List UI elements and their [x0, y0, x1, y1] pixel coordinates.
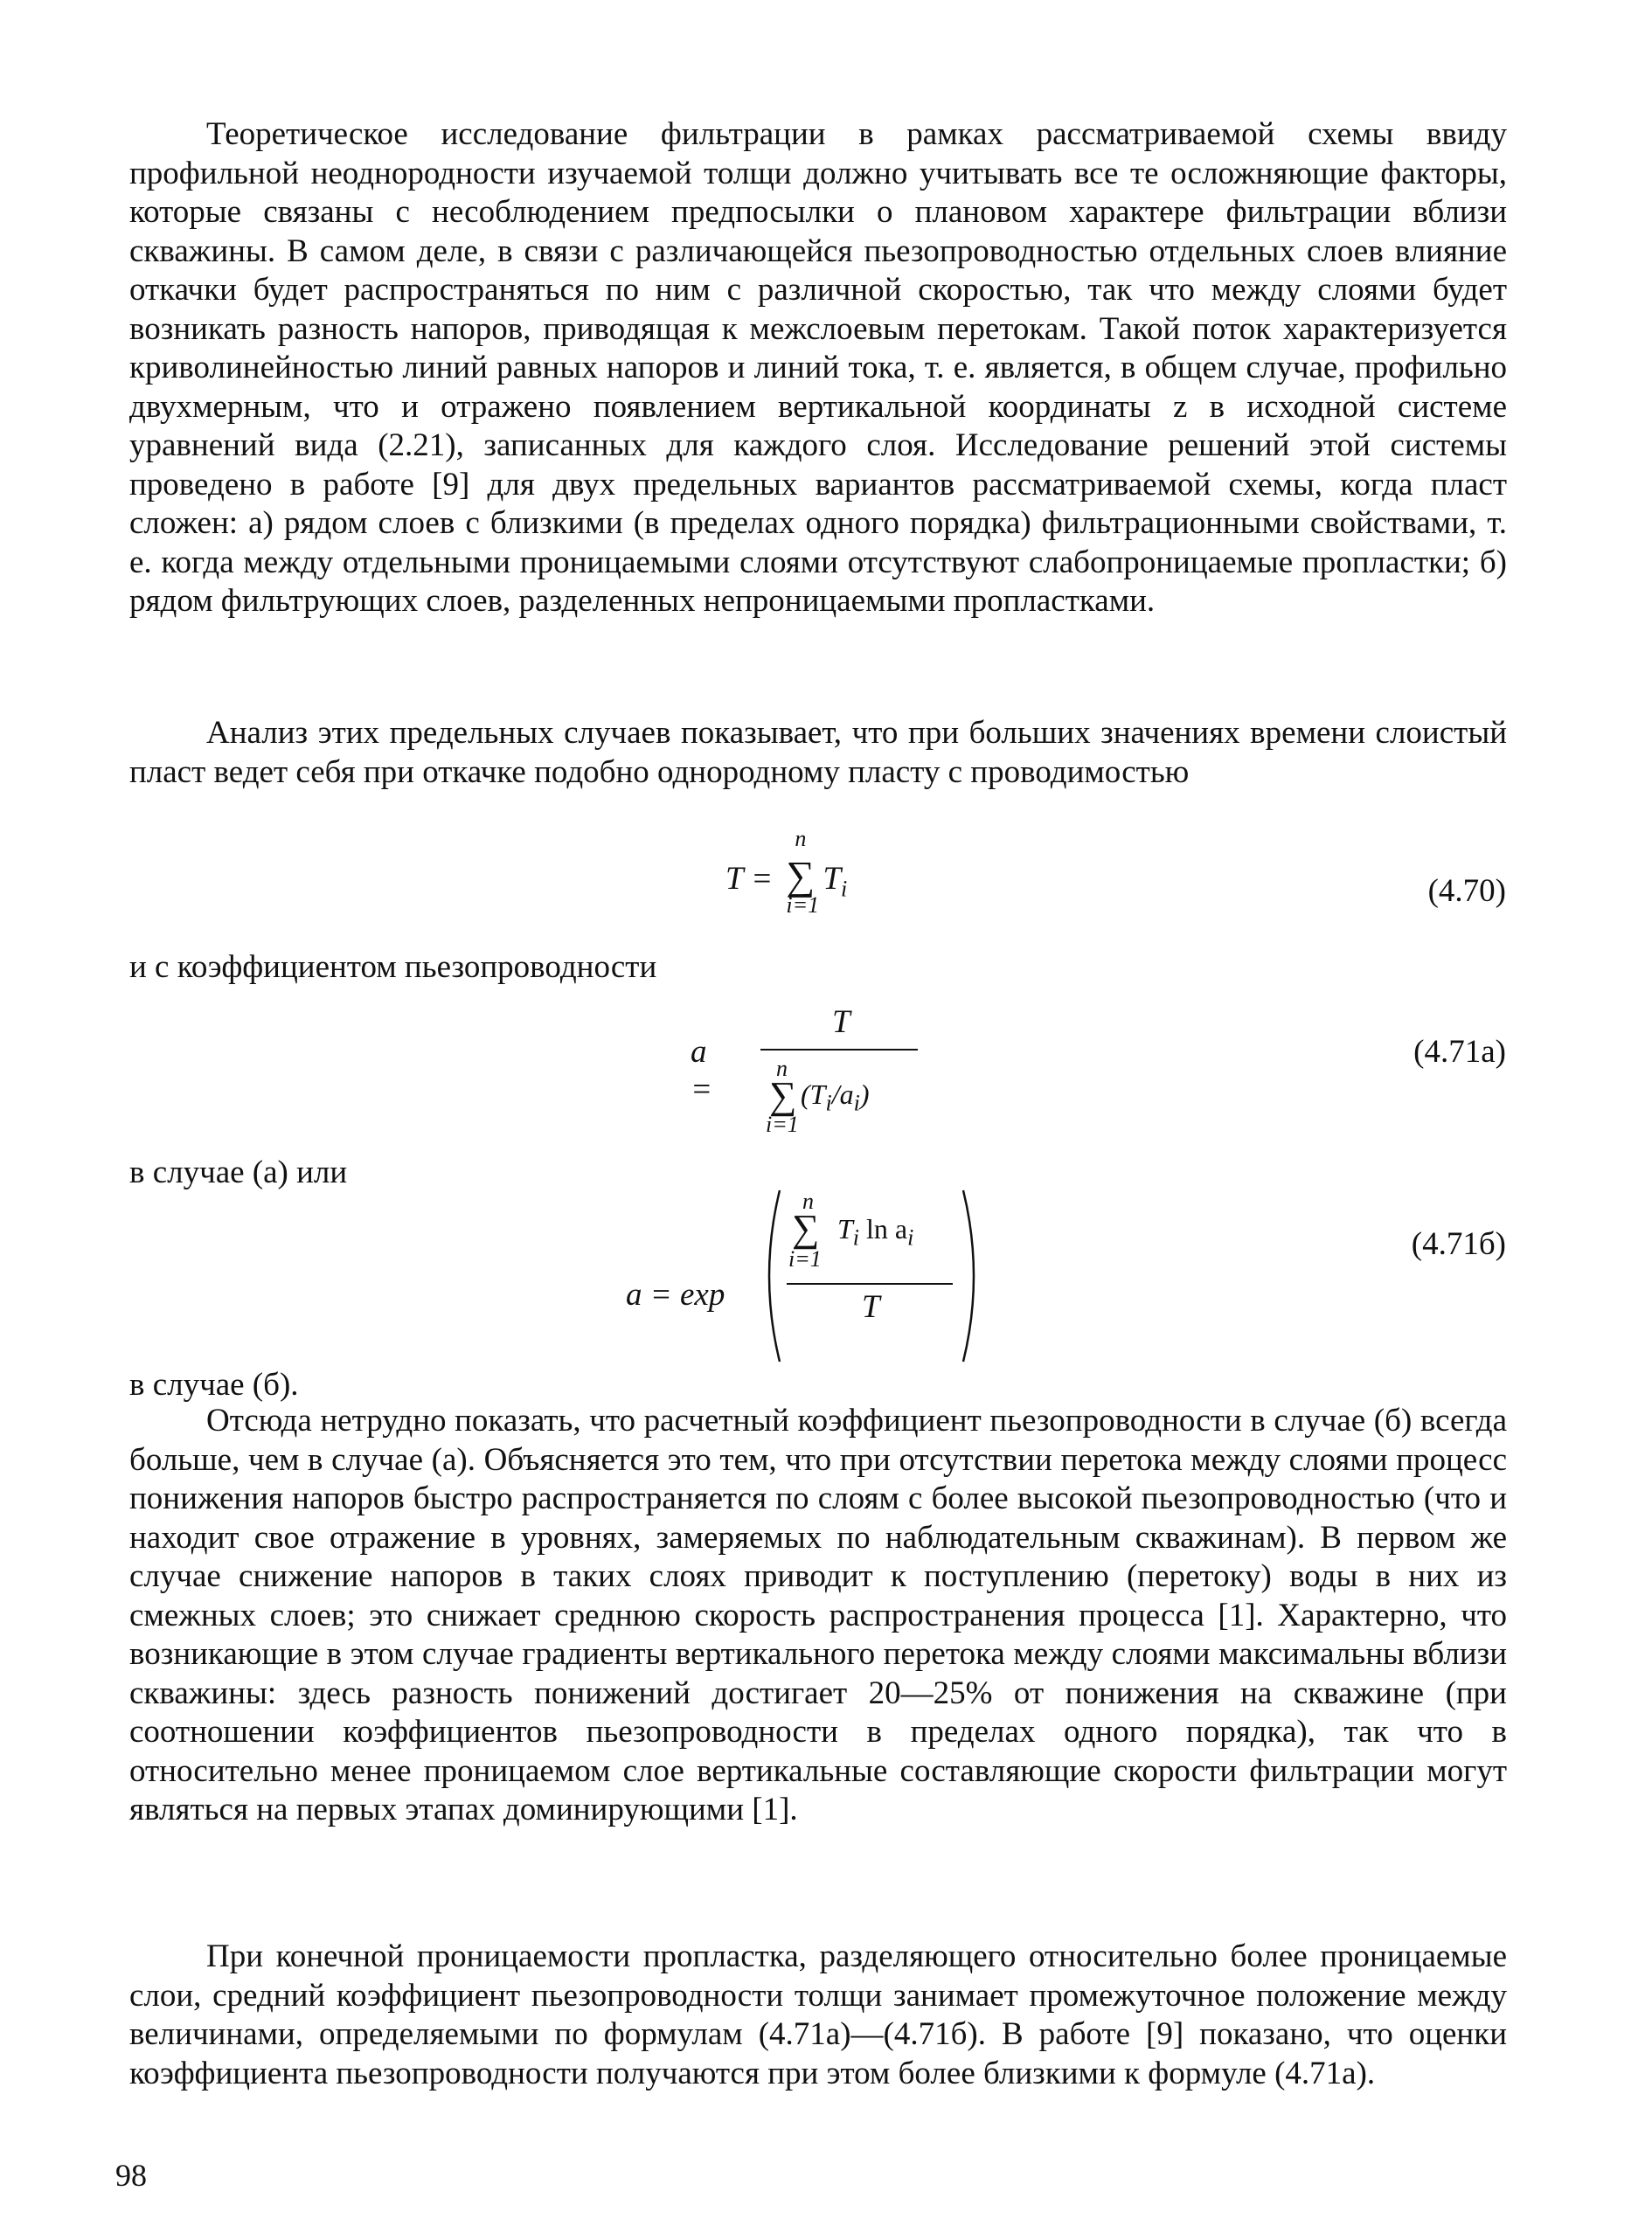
eq471a-numerator: T — [832, 1004, 850, 1040]
eq471b-sub1: i — [852, 1224, 860, 1251]
eq471b-right-paren — [960, 1189, 986, 1363]
eq471a-upper-limit: n — [776, 1056, 788, 1081]
eq470-upper-limit: n — [795, 826, 807, 851]
eq471a-den-slash: /a — [831, 1078, 854, 1110]
eq470-sum-symbol — [786, 826, 820, 918]
eq471b-left-paren — [757, 1189, 783, 1363]
eq471a-lhs: a = — [691, 1034, 712, 1107]
equation-4-70 — [725, 826, 848, 918]
eq471a-denominator — [801, 1078, 869, 1116]
eq471b-upper-limit: n — [802, 1189, 814, 1214]
eq471b-term: T — [837, 1213, 853, 1245]
paragraph-conclusion: Отсюда нетрудно показать, что расчетный коэффициент пьезопроводности в случае (б) всегда больше, чем в случае (а). Объясняется это тем, что при отсутствии перетока между слоями процесс понижения напоров быстро распространяется по слоям с более высокой пьезопроводностью (что и находит свое отражение в уровнях, замеряемых по наблюдательным скважинам). В первом же случае снижение напоров в таких слоях приводит к поступлению (перетоку) воды в них из смежных слоев; это снижает среднюю скорость распространения процесса [1]. Характерно, что возникающие в этом случае градиенты вертикального перетока между слоями максимальны вблизи скважины: здесь разность понижений достигает 20—25% от понижения на скважине (при соотношении коэффициентов пьезопроводности в пределах одного порядка), так что в относительно менее проницаемом слое вертикальные составляющие скорости фильтрации могут являться на первых этапах доминирующими [1]. — [129, 1403, 1507, 1827]
eq471a-den-sub2: i — [853, 1090, 860, 1116]
paragraph-finite-permeability: При конечной проницаемости пропластка, разделяющего относительно более проницаемые слои, средний коэффициент пьезопроводности толщи занимает промежуточное положение между величинами, определяемыми по формулам (4.71а)—(4.71б). В работе [9] показано, что оценки коэффициента пьезопроводности получаются при этом более близкими к формуле (4.71а). — [129, 1938, 1507, 2091]
eq470-term: T — [823, 861, 842, 897]
paragraph-piezo-coefficient-intro: и с коэффициентом пьезопроводности — [129, 949, 657, 985]
paragraph-theoretical-study: Теоретическое исследование фильтрации в рамках рассматриваемой схемы ввиду профильной неоднородности изучаемой толщи должно учитывать все те осложняющие факторы, которые связаны с несоблюдением предпосылки о плановом характере фильтрации вблизи скважины. В самом деле, в связи с различающейся пьезопроводностью отдельных слоев влияние откачки будет распространяться по ним с различной скоростью, так что между слоями будет возникать разность напоров, приводящая к межслоевым перетокам. Такой поток характеризуется криволинейностью линий равных напоров и линий тока, т. е. является, в общем случае, профильно двухмерным, что и отражено появлением вертикальной координаты z в исходной системе уравнений вида (2.21), записанных для каждого слоя. Исследование решений этой системы проведено в работе [9] для двух предельных вариантов рассматриваемой схемы, когда пласт сложен: а) рядом слоев с близкими (в пределах одного порядка) фильтрационными свойствами, т. е. когда между отдельными проницаемыми слоями отсутствуют слабопроницаемые пропластки; б) рядом фильтрующих слоев, разделенных непроницаемыми пропластками. — [129, 116, 1507, 619]
eq471a-den-term: (T — [801, 1078, 826, 1110]
eq471b-lhs: a = exp — [626, 1277, 725, 1313]
eq471b-lower-limit: i=1 — [788, 1246, 822, 1272]
equation-number-4-71a: (4.71а) — [1413, 1034, 1506, 1070]
eq471b-denominator: T — [862, 1289, 880, 1325]
eq471b-numerator — [837, 1213, 913, 1251]
eq471a-den-close: ) — [859, 1078, 870, 1110]
eq470-subscript: i — [841, 876, 848, 902]
eq471b-ln: ln a — [866, 1213, 908, 1245]
eq471b-fraction-bar — [787, 1283, 953, 1285]
paragraph-case-b: в случае (б). — [129, 1367, 299, 1403]
eq471a-fraction-bar — [760, 1049, 918, 1051]
page-number: 98 — [115, 2158, 147, 2193]
equation-number-4-71b: (4.71б) — [1411, 1226, 1506, 1262]
eq471b-sigma: ∑ — [792, 1207, 820, 1250]
eq471a-den-sub1: i — [825, 1090, 832, 1116]
equation-number-4-70: (4.70) — [1427, 873, 1506, 909]
eq470-sigma: ∑ — [786, 853, 816, 898]
eq471b-sub2: i — [907, 1224, 914, 1251]
eq470-lower-limit: i=1 — [786, 892, 820, 918]
paragraph-case-a-or: в случае (а) или — [129, 1155, 348, 1190]
eq471a-lower-limit: i=1 — [766, 1112, 799, 1137]
eq470-lhs: T = — [725, 861, 774, 897]
paragraph-limit-cases: Анализ этих предельных случаев показывает, что при больших значениях времени слоистый пласт ведет себя при откачке подобно однородному пласту с проводимостью — [129, 715, 1507, 790]
eq471a-sigma: ∑ — [769, 1074, 797, 1117]
